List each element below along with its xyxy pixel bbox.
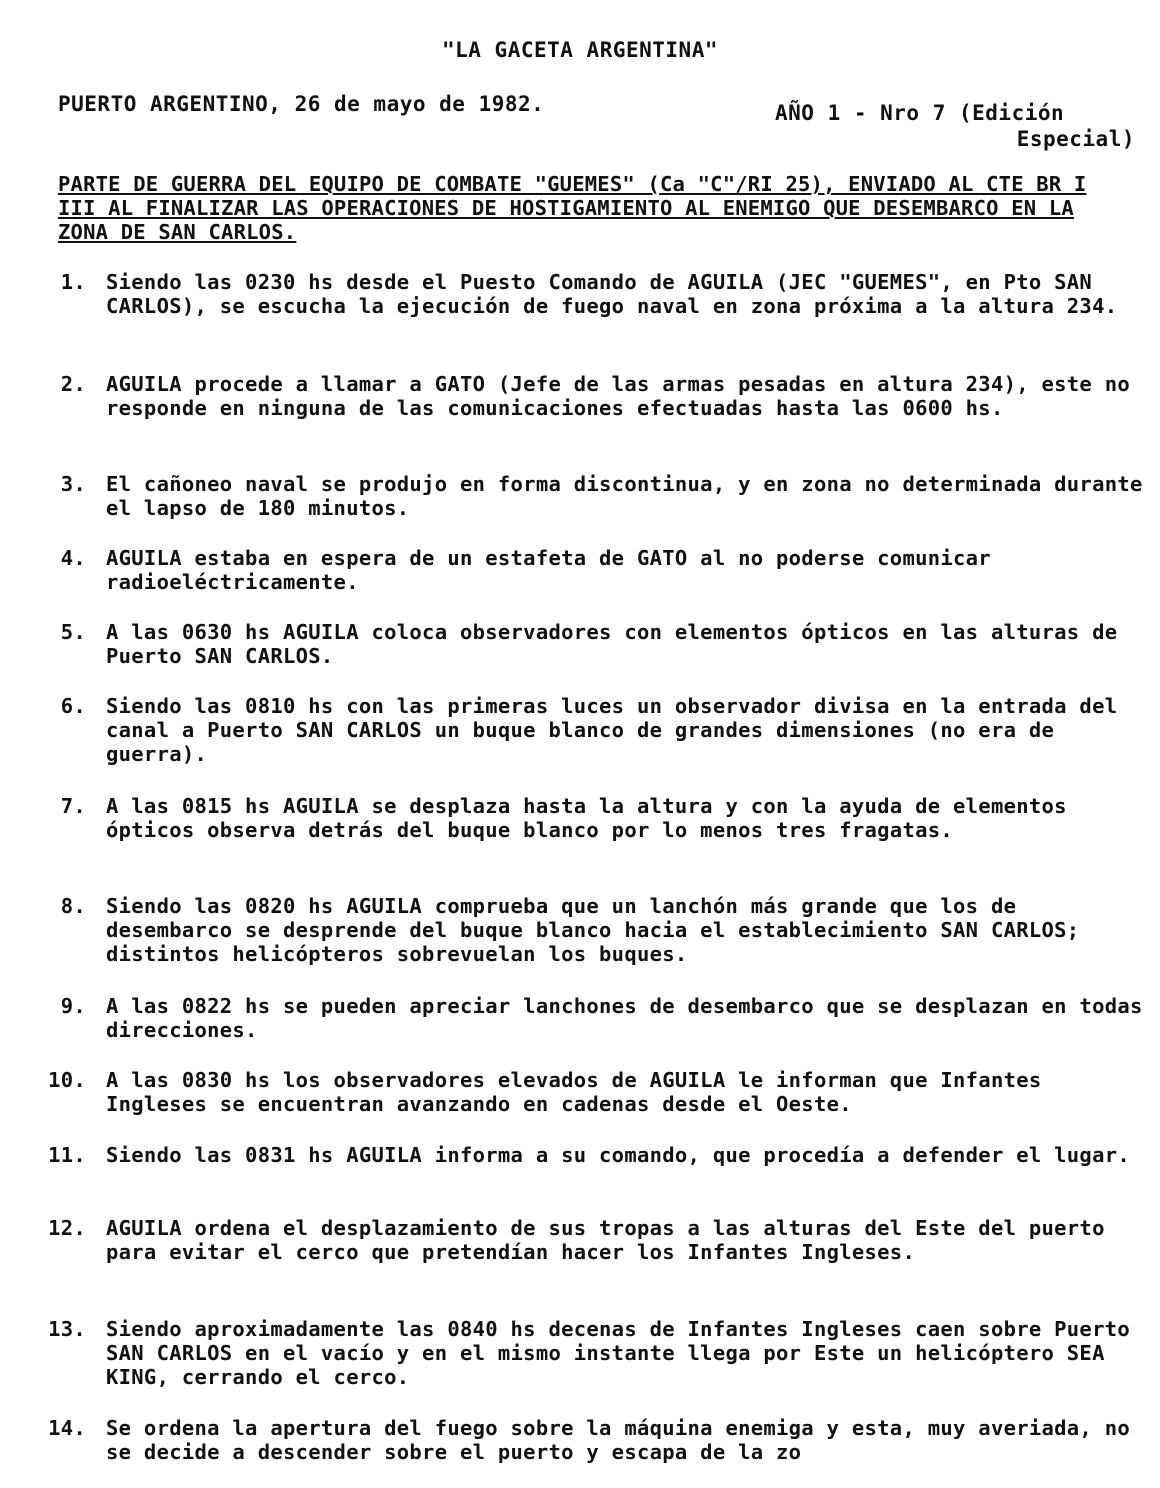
issue-edition: Especial) [1016,127,1135,151]
list-item [20,620,1145,668]
item-text: Siendo aproximadamente las 0840 hs decenas de Infantes Ingleses caen sobre Puerto SAN CARLOS en el vacío y en el mismo instante llega por Este un helicóptero SEA KING, cerrando el cerco. [106,1317,1131,1389]
list-item [20,694,1145,766]
list-item [20,1143,1145,1167]
list-item [20,270,1145,318]
item-text: Siendo las 0831 hs AGUILA informa a su comando, que procedía a defender el lugar. [106,1143,1131,1167]
issue-number: AÑO 1 - Nro 7 (Edición [775,101,1065,125]
item-number: 9. [60,994,86,1018]
item-text: AGUILA estaba en espera de un estafeta de GATO al no poderse comunicar radioeléctricamente. [106,546,991,594]
item-number: 6. [60,694,86,718]
item-number: 13. [48,1317,86,1341]
item-text: A las 0630 hs AGUILA coloca observadores con elementos ópticos en las alturas de Puerto SAN CARLOS. [106,620,1118,668]
list-item [20,1068,1145,1116]
item-text: AGUILA ordena el desplazamiento de sus tropas a las alturas del Este del puerto para evitar el cerco que pretendían hacer los Infantes Ingleses. [106,1216,1105,1264]
item-number: 4. [60,546,86,570]
item-text: El cañoneo naval se produjo en forma discontinua, y en zona no determinada durante el lapso de 180 minutos. [106,472,1143,520]
item-text: Siendo las 0230 hs desde el Puesto Comando de AGUILA (JEC "GUEMES", en Pto SAN CARLOS), se escucha la ejecución de fuego naval en zona próxima a la altura 234. [106,270,1118,318]
item-text: Se ordena la apertura del fuego sobre la máquina enemiga y esta, muy averiada, no se decide a descender sobre el puerto y escapa de la zo [106,1416,1131,1464]
item-number: 7. [60,794,86,818]
list-item [20,994,1145,1042]
list-item [20,1416,1145,1464]
dateline: PUERTO ARGENTINO, 26 de mayo de 1982. [58,92,545,116]
list-item [20,794,1145,842]
list-item [20,1216,1145,1264]
item-number: 3. [60,472,86,496]
item-number: 14. [48,1416,86,1440]
list-item [20,372,1145,420]
item-number: 1. [60,270,86,294]
item-number: 2. [60,372,86,396]
item-text: Siendo las 0810 hs con las primeras luces un observador divisa en la entrada del canal a Puerto SAN CARLOS un buque blanco de grandes dimensiones (no era de guerra). [106,694,1118,766]
report-heading: PARTE DE GUERRA DEL EQUIPO DE COMBATE "GUEMES" (Ca "C"/RI 25), ENVIADO AL CTE BR I III AL FINALIZAR LAS OPERACIONES DE HOSTIGAMIENTO AL ENEMIGO QUE DESEMBARCO EN LA ZONA DE SAN CARLOS. [58,172,1087,244]
item-text: AGUILA procede a llamar a GATO (Jefe de las armas pesadas en altura 234), este no responde en ninguna de las comunicaciones efectuadas hasta las 0600 hs. [106,372,1131,420]
item-text: A las 0830 hs los observadores elevados de AGUILA le informan que Infantes Ingleses se encuentran avanzando en cadenas desde el Oeste. [106,1068,1042,1116]
item-number: 12. [48,1216,86,1240]
item-number: 8. [60,894,86,918]
item-number: 5. [60,620,86,644]
list-item [20,472,1145,520]
issue-info [775,100,1145,152]
newspaper-title-text: "LA GACETA ARGENTINA" [441,38,718,62]
list-item [20,546,1145,594]
item-number: 11. [48,1143,86,1167]
newspaper-title [0,38,1160,62]
item-text: A las 0822 hs se pueden apreciar lanchones de desembarco que se desplazan en todas direcciones. [106,994,1143,1042]
item-number: 10. [48,1068,86,1092]
item-text: A las 0815 hs AGUILA se desplaza hasta la altura y con la ayuda de elementos ópticos observa detrás del buque blanco por lo menos tres fragatas. [106,794,1067,842]
list-item [20,1317,1145,1389]
item-text: Siendo las 0820 hs AGUILA comprueba que un lanchón más grande que los de desembarco se desprende del buque blanco hacia el establecimiento SAN CARLOS; distintos helicópteros sobrevuelan los buques. [106,894,1080,966]
list-item [20,894,1145,966]
